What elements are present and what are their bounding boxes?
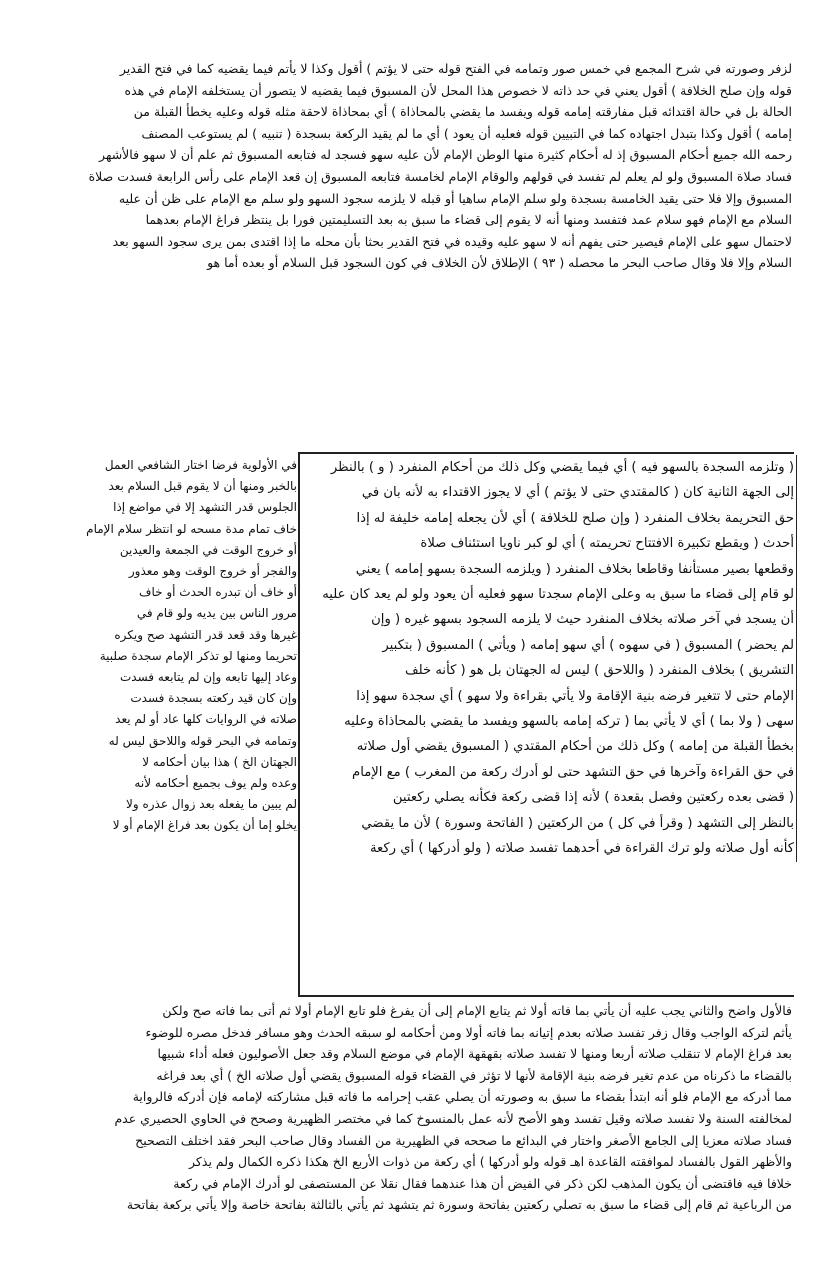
text-line: لاحتمال سهو على الإمام فيصير حتى يفهم أنه لا سهو عليه وقيده في فتح القدير بحثا بأن محله ما إذا اقتدى بمن يرى سجود السهو بعد [112, 233, 792, 249]
text-line: الحالة بل في حالة اقتدائه قبل مفارقته إمامه قوله ويفسد ما يقضي بالمحاذاة ) أي بمحاذاة لاحقة مثله قوله وعليه يخطأ القبلة من [133, 104, 792, 120]
text-line: التشريق ) بخلاف المنفرد ( واللاحق ) ليس له الجهتان بل هو ( كأنه خلف [404, 663, 794, 679]
text-line: بالخبر ومنها أن لا يقوم قبل السلام بعد [108, 479, 297, 494]
text-line: بالقضاء ما ذكرناه من عدم تغير فرضه بنية الإقامة لأنها لا تؤثر في القضاء قوله المسبوق يقضي أول صلاته الخ ) أي بعد فراغه [156, 1067, 792, 1083]
text-line: لزفر وصورته في شرح المجمع في خمس صور وتمامه في الفتح قوله حتى لا يؤتم ) أقول وكذا لا يأتم فيما يقضيه كما في فتح القدير [119, 61, 792, 76]
text-line: في الأولوية فرضا اختار الشافعي العمل [104, 458, 297, 472]
text-line: وعده ولم يوف بجميع أحكامه لأنه [134, 776, 297, 791]
text-line: الجلوس قدر التشهد إلا في مواضع إذا [113, 500, 297, 515]
text-line: والفجر أو خروج الوقت وهو معذور [128, 564, 297, 579]
text-line: مما أدركه مع الإمام فلو أنه ابتدأ بقضاء ما سبق به وصورته أن يصلي عقب إحرامه ما فاته قبل مشاركته لإمامه فإن أدركه فالرواية [132, 1089, 792, 1105]
text-line: والأظهر القول بالفساد لموافقته القاعدة اهـ قوله ولو أدركها ) أي ركعة من ذوات الأربع الخ هكذا ذكره الكمال ولم يذكر [189, 1154, 792, 1170]
text-line: من الرباعية ثم قام إلى قضاء ما سبق به تصلي ركعتين بفاتحة وسورة ثم يتشهد ثم يأتي بالثالثة بفاتحة خاصة وإلا يأتي بركعة بفاتحة [126, 1197, 792, 1213]
text-line: ( قضى بعده ركعتين وفصل بقعدة ) لأنه إذا قضى ركعة فكأنه يصلي ركعتين [392, 790, 794, 806]
text-line: أحدث ( ويقطع تكبيرة الافتتاح تحريمته ) أي لو كبر ناويا استئناف صلاة [420, 536, 794, 552]
text-line: مرور الناس بين يديه ولو قام في [136, 606, 297, 621]
text-line: أو خروج الوقت في الجمعة والعيدين [119, 542, 297, 557]
text-line: إلى الجهة الثانية كان ( كالمقتدي حتى لا يؤتم ) أي لا يجوز الاقتداء به لأنه بان في [361, 485, 794, 501]
text-line: وإن كان قيد ركعته بسجدة فسدت [130, 691, 297, 706]
text-line: خلافا فيه فاقتضى أن يكون المذهب لكن ذكر في الفيض أن هذا عندهما فقال نقلا عن المستصفى لو أدرك الإمام في ركعة [173, 1175, 792, 1191]
text-line: وتمامه في البحر قوله واللاحق ليس له [108, 733, 297, 748]
text-line: غيرها وقد قعد قدر التشهد صح ويكره [114, 627, 297, 642]
text-line: صلاته في الروايات كلها عاد أو لم يعد [115, 712, 297, 727]
text-line: بالنظر إلى التشهد ( وقرأ في كل ) من الركعتين ( الفاتحة وسورة ) لأن ما يقضي [361, 815, 794, 831]
text-line: وعاد إليها تابعه وإن لم يتابعه فسدت [120, 670, 297, 685]
text-line: فساد صلاته معزيا إلى الجامع الأصغر واختار في البدائع ما صححه في الظهيرية من الفساد وقال صاحب البحر فقد اختلف التصحيح [135, 1132, 792, 1148]
text-line: لو قام إلى قضاء ما سبق به وعلى الإمام سجدتا سهو فعليه أن يعود ولو لم يعد كان عليه [322, 587, 794, 603]
text-line: لم يبين ما يفعله بعد زوال عذره ولا [126, 797, 297, 812]
text-line: سهى ( ولا بما ) أي لا يأتي بما ( تركه إمامه بالسهو ويفسد ما يقضي بالمحاذاة وعليه [344, 714, 794, 730]
text-line: السلام مع الإمام فهو سلام عمد فتفسد ومنها أنه لا يقوم إلى قضاء ما سبق به بعد التسليمتين فورا بل ينتظر فراغ الإمام بعدهما [145, 212, 792, 228]
text-line: رحمه الله جميع أحكام المسبوق إذ له أحكام كثيرة منها الوطن الإمام لأن عليه سهو فسجد له فتابعه المسبوق ثم علم أن لا سهو فالأشهر [99, 147, 792, 163]
text-line: السلام وإلا فلا وقال صاحب البحر ما محصله ( ٩٣ ) الإطلاق لأن الخلاف في كون السجود قبل السلام أو بعده أما هو [207, 255, 792, 271]
side-commentary-column [72, 455, 297, 837]
text-line: وقطعها بصير مستأنفا وقاطعا بخلاف المنفرد ( ويلزمه السجدة بسهو إمامه ) يعني [355, 561, 794, 577]
text-line: ( وتلزمه السجدة بالسهو فيه ) أي فيما يقضي وكل ذلك من أحكام المنفرد ( و ) بالنظر [330, 460, 794, 475]
main-text-column [300, 455, 797, 862]
text-line: تحريما ومنها لو تذكر الإمام سجدة صلبية [99, 648, 297, 663]
text-line: قوله وإن صلح الخلافة ) أقول يعني في حد ذاته لا خصوص هذا المحل لأن المسبوق فيما يقضيه لا يتصور أن يستخلفه الإمام في هذه [124, 82, 792, 98]
text-line: المسبوق وإلا فلا حتى يقيد الخامسة بسجدة ولو سلم الإمام ساهيا أو قبله لا يلزمه سجود السهو ولو سلم مع الإمام على ظن أن عليه [118, 190, 792, 206]
text-line: خاف تمام مدة مسحه لو انتظر سلام الإمام [86, 521, 297, 536]
text-line: الجهتان الخ ) هذا بيان أحكامه لا [142, 754, 297, 769]
text-line: كأنه أول صلاته ولو ترك القراءة في أحدهما تفسد صلاته ( ولو أدركها ) أي ركعة [369, 841, 794, 857]
text-line: في حق القراءة وآخرها في حق التشهد حتى لو أدرك ركعة من المغرب ) مع الإمام [352, 764, 794, 780]
main-frame-top-rule [300, 452, 794, 454]
text-line: بعد فراغ الإمام لا تنقلب صلاته أربعا ومنها لا تفسد صلاته بقهقهة الإمام في موضع السلام وقد جعل الأصوليون فعله أداء شبيها [157, 1046, 792, 1062]
text-line: بخطأ القبلة من إمامه ) وكل ذلك من أحكام المقتدي ( المسبوق يقضي أول صلاته [356, 739, 794, 755]
text-line: فالأول واضح والثاني يجب عليه أن يأتي بما فاته أولا ثم يتابع الإمام إلى أن يفرغ فلو تابع الإمام أولا ثم أتى بما فاته صح ولكن [162, 1003, 792, 1018]
text-line: الإمام حتى لا تتغير فرضه بنية الإقامة ولا يأتي بقراءة ولا سهو ) أي سجدة سهو إذا [356, 688, 794, 704]
top-commentary-block [72, 58, 792, 274]
text-line: يخلو إما أن يكون بعد فراغ الإمام أو لا [112, 818, 297, 833]
text-line: حق التحريمة بخلاف المنفرد ( وإن صلح للخلافة ) أي لأن يجعله إمامه خليفة له إذا [356, 510, 794, 526]
bottom-commentary-block [72, 1000, 792, 1216]
text-line: لم يحضر ) المسبوق ( في سهوه ) أي سهو إمامه ( ويأتي ) المسبوق ( بتكبير [382, 637, 794, 653]
text-line: أن يسجد في آخر صلاته بخلاف المنفرد حيث لا يلزمه السجود بسهو غيره ( وإن [371, 612, 794, 628]
text-line: إمامه ) أقول وكذا بتبدل اجتهاده كما في التبيين قوله فعليه أن يعود ) أي ما لم يقيد الركعة بسجدة ( تنبيه ) لم يستوعب المصنف [141, 125, 792, 141]
text-line: أو خاف أن تبدره الحدث أو خاف [139, 585, 297, 600]
text-line: يأثم لتركه الواجب وقال زفر تفسد صلاته بعدم إتيانه بما فاته أولا ومن أحكامه لو سبقه الحدث وهو مسافر فدخل مصره للوضوء [145, 1024, 792, 1040]
text-line: لمخالفته السنة ولا تفسد صلاته وقيل تفسد وهو الأصح لأنه عمل بالمنسوخ كما في مختصر الظهيرية وصحح في الحاوي الحصيري عدم [114, 1110, 792, 1126]
text-line: فساد صلاة المسبوق ولو لم يعلم لم تفسد في قولهم والوقام الإمام لخامسة فتابعه المسبوق إن قعد الإمام على رأس الرابعة فسدت صلاة [88, 168, 792, 184]
main-frame-bottom-rule [300, 995, 794, 997]
